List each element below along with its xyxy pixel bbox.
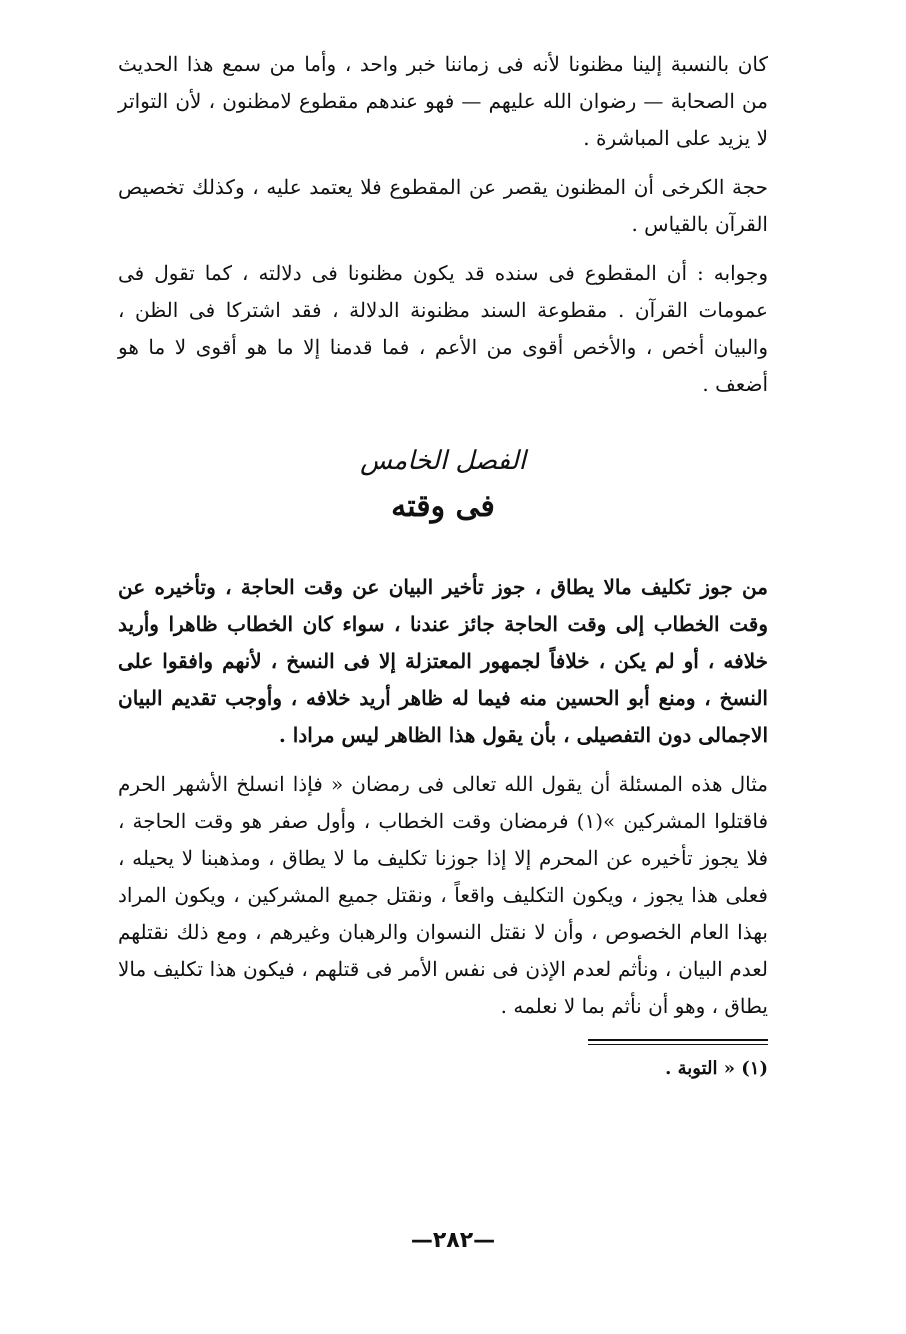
footnote: (١) « التوبة .	[665, 1058, 768, 1079]
paragraph-3: وجوابه : أن المقطوع فى سنده قد يكون مظنونا فى دلالته ، كما تقول فى عمومات القرآن . مقطوعة السند مظنونة الدلالة ، فقد اشتركا فى الظن ، والبيان أخص ، والأخص أقوى من الأعم ، فما قدمنا إلا ما هو أقوى لا ما هو أضعف .	[118, 261, 768, 396]
chapter-heading: الفصل الخامس	[360, 446, 526, 476]
paragraph-4: من جوز تكليف مالا يطاق ، جوز تأخير البيان عن وقت الحاجة ، وتأخيره عن وقت الخطاب إلى وقت الحاجة جائز عندنا ، سواء كان الخطاب ظاهرا وأريد خلافه ، أو لم يكن ، خلافاً لجمهور المعتزلة إلا فى النسخ ، لأنهم وافقوا على النسخ ، ومنع أبو الحسين منه فيما له ظاهر أريد خلافه ، وأوجب تقديم البيان الاجمالى دون التفصيلى ، بأن يقول هذا الظاهر ليس مرادا .	[118, 575, 768, 747]
footnote-divider	[588, 1039, 768, 1045]
paragraph-5: مثال هذه المسئلة أن يقول الله تعالى فى رمضان « فإذا انسلخ الأشهر الحرم فاقتلوا المشركين »(١) فرمضان وقت الخطاب ، وأول صفر هو وقت الحاجة ، فلا يجوز تأخيره عن المحرم إلا إذا جوزنا تكليف ما لا يطاق ، ومذهبنا لا يحيله ، فعلى هذا يجوز ، ويكون التكليف واقعاً ، ونقتل جميع المشركين ، ويكون المراد بهذا العام الخصوص ، وأن لا نقتل النسوان والرهبان وغيرهم ، ومع ذلك نقتلهم لعدم البيان ، ونأثم لعدم الإذن فى نفس الأمر فى قتلهم ، فيكون هذا تكليف مالا يطاق ، وهو أن نأثم بما لا نعلمه .	[118, 772, 768, 1018]
page-body	[118, 46, 768, 1083]
chapter-subtitle: فى وقته	[391, 489, 495, 524]
paragraph-1: كان بالنسبة إلينا مظنونا لأنه فى زماننا خبر واحد ، وأما من سمع هذا الحديث من الصحابة — رضوان الله عليهم — فهو عندهم مقطوع لامظنون ، لأن التواتر لا يزيد على المباشرة .	[118, 52, 768, 150]
page-number: —٢٨٢—	[410, 1228, 496, 1253]
paragraph-2: حجة الكرخى أن المظنون يقصر عن المقطوع فلا يعتمد عليه ، وكذلك تخصيص القرآن بالقياس .	[118, 175, 768, 236]
